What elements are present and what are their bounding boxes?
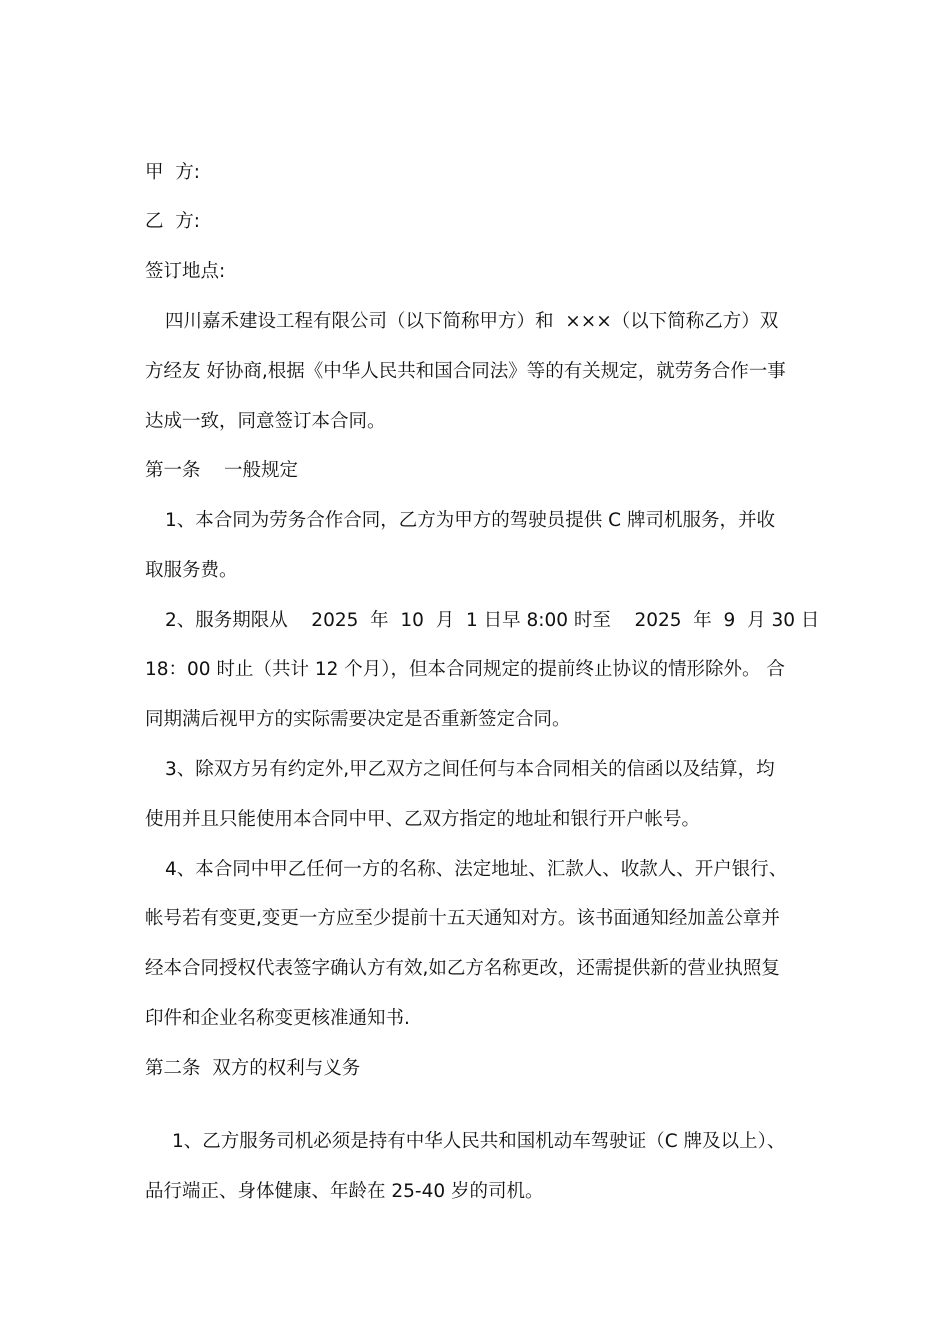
article-1-clause-2-line: 18：00 时止（共计 12 个月），但本合同规定的提前终止协议的情形除外。 合: [145, 659, 785, 680]
article-1-clause-4-line: 经本合同授权代表签字确认方有效,如乙方名称更改，还需提供新的营业执照复: [145, 958, 780, 979]
signing-location-label: 签订地点:: [145, 261, 226, 282]
article-1-clause-2-line: 同期满后视甲方的实际需要决定是否重新签定合同。: [145, 709, 571, 730]
intro-line: 方经友 好协商,根据《中华人民共和国合同法》等的有关规定，就劳务合作一事: [145, 361, 786, 382]
party-a-label: 甲 方:: [145, 162, 200, 183]
article-2-clause-1-line: 品行端正、身体健康、年龄在 25-40 岁的司机。: [145, 1181, 544, 1202]
intro-line: 达成一致，同意签订本合同。: [145, 411, 386, 432]
article-1-clause-4-line: 帐号若有变更,变更一方应至少提前十五天通知对方。该书面通知经加盖公章并: [145, 908, 780, 929]
party-b-label: 乙 方:: [145, 211, 200, 232]
intro-line: 四川嘉禾建设工程有限公司（以下简称甲方）和 ×××（以下简称乙方）双: [165, 311, 779, 332]
article-1-clause-4-line: 4、本合同中甲乙任何一方的名称、法定地址、汇款人、收款人、开户银行、: [165, 859, 788, 880]
article-1-clause-2-line: 2、服务期限从 2025 年 10 月 1 日早 8:00 时至 2025 年 9 月 30 日: [165, 610, 820, 631]
article-1-clause-1-line: 取服务费。: [145, 560, 238, 581]
article-1-title: 第一条 一般规定: [145, 460, 299, 481]
article-1-clause-3-line: 使用并且只能使用本合同中甲、乙双方指定的地址和银行开户帐号。: [145, 809, 701, 830]
article-1-clause-1-line: 1、本合同为劳务合作合同，乙方为甲方的驾驶员提供 C 牌司机服务，并收: [165, 510, 775, 531]
article-1-clause-4-line: 印件和企业名称变更核准通知书.: [145, 1008, 410, 1029]
article-1-clause-3-line: 3、除双方另有约定外,甲乙双方之间任何与本合同相关的信函以及结算，均: [165, 759, 775, 780]
article-2-title: 第二条 双方的权利与义务: [145, 1058, 361, 1079]
article-2-clause-1-line: 1、乙方服务司机必须是持有中华人民共和国机动车驾驶证（C 牌及以上）、: [172, 1131, 786, 1152]
